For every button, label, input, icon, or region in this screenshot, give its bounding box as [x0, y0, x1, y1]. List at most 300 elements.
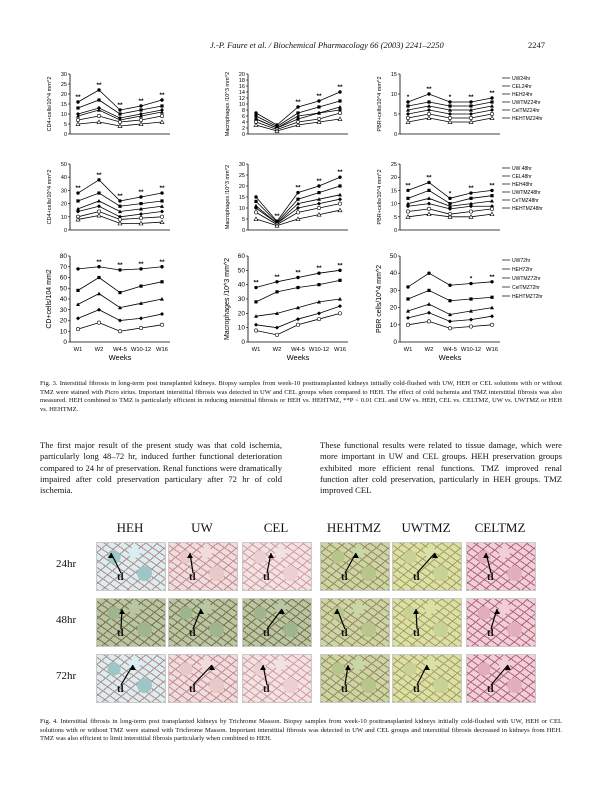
chart1-point	[160, 114, 163, 117]
chart6-y-tick-label: 25	[390, 162, 397, 168]
chart5-point	[338, 197, 342, 201]
chart1-significance-mark: **	[138, 98, 144, 105]
tubular-lesion-marker: tl	[263, 683, 270, 695]
tubular-lesion-marker: tl	[341, 571, 348, 583]
chart2-y-tick-label: 20	[238, 72, 245, 78]
chart1-point	[97, 114, 100, 117]
chart7-y-tick-label: 80	[59, 253, 67, 260]
micrograph-uw-72hr	[168, 654, 238, 703]
chart6-legend-label: UW 48hr	[512, 166, 532, 172]
chart6-significance-mark: **	[489, 182, 495, 190]
chart9-legend-label: HEHTMZ72hr	[512, 294, 543, 300]
chart3-significance-mark: *	[448, 94, 452, 101]
chart6-point	[427, 207, 430, 210]
chart7-point	[97, 321, 100, 324]
chart1-point	[97, 98, 100, 101]
chart6-point	[427, 202, 431, 206]
chart2-y-tick-label: 8	[241, 108, 245, 114]
chart5-significance-mark: **	[337, 169, 343, 177]
tubular-lesion-marker: tl	[487, 627, 494, 639]
chart9-point	[427, 311, 431, 315]
chart9-y-tick-label: 10	[389, 321, 397, 329]
chart2-y-tick-label: 14	[238, 90, 245, 96]
chart7-point	[139, 316, 143, 320]
chart3-significance-mark: **	[489, 90, 495, 97]
chart1-significance-mark: **	[159, 92, 165, 99]
chart5-y-tick-label: 30	[238, 162, 245, 168]
chart4-point	[139, 216, 142, 219]
chart7-x-tick-label: W4-5	[113, 347, 127, 353]
chart3-point	[490, 116, 494, 120]
chart1-y-tick-label: 30	[60, 72, 67, 78]
chart1-significance-mark: **	[117, 102, 123, 109]
chart7-point	[76, 327, 79, 330]
chart3-point	[448, 116, 451, 119]
chart5-point	[338, 193, 342, 197]
tubular-lesion-marker: tl	[263, 571, 270, 583]
micrograph-cel-48hr	[242, 598, 312, 647]
tubular-lesion-marker: tl	[117, 683, 124, 695]
chart9-y-tick-label: 40	[389, 270, 397, 278]
chart5-point	[296, 198, 299, 201]
chart8-y-tick-label: 40	[237, 281, 245, 289]
chart8-point	[275, 290, 278, 293]
chart8-point	[254, 323, 258, 327]
chart7-point	[139, 285, 142, 288]
chart6-significance-mark: *	[448, 190, 452, 198]
chart7-y-tick-label: 60	[59, 274, 67, 282]
chart5-point	[296, 211, 299, 214]
chart5-y-tick-label: 10	[238, 206, 245, 212]
chart9-point	[427, 320, 430, 323]
chart3-point	[427, 116, 431, 120]
chart2-significance-mark: **	[337, 84, 343, 91]
chart5-point	[338, 202, 341, 205]
chart9-point	[469, 297, 472, 300]
chart2-y-tick-label: 6	[241, 114, 245, 120]
chart3-significance-mark: **	[426, 86, 432, 93]
chart7-significance-mark: **	[117, 261, 123, 269]
chart1-significance-mark: **	[96, 82, 102, 89]
chart9-legend-label: UWTMZ72hr	[512, 276, 541, 282]
chart6-legend-label: CeTMZ48hr	[512, 198, 539, 204]
arrow-icon	[243, 599, 311, 646]
chart5-point	[254, 211, 257, 214]
column-label: HEHTMZ	[326, 520, 382, 535]
chart2-point	[338, 99, 341, 102]
chart6-point	[406, 197, 409, 200]
tubular-lesion-marker: tl	[341, 627, 348, 639]
chart6-y-tick-label: 0	[393, 228, 397, 234]
chart7-point	[76, 316, 80, 320]
column-label: CELTMZ	[474, 520, 526, 535]
chart7-point	[160, 297, 164, 301]
chart5-point	[254, 200, 257, 203]
chart8-y-tick-label: 50	[237, 267, 245, 275]
chart6-legend-label: CEL48hr	[512, 174, 532, 180]
chart2-y-tick-label: 0	[241, 132, 245, 138]
chart5-y-tick-label: 25	[238, 173, 245, 179]
chart6-significance-mark: **	[426, 174, 432, 182]
chart7-point	[97, 308, 101, 312]
chart4-point	[160, 199, 163, 202]
chart5-point	[317, 191, 320, 194]
chart7-point	[160, 323, 163, 326]
chart9-significance-mark: *	[469, 275, 473, 283]
chart4-significance-mark: **	[75, 185, 81, 193]
chart1-point	[118, 120, 121, 123]
chart6-y-tick-label: 15	[390, 188, 397, 195]
chart1-point	[139, 108, 142, 111]
chart6-legend-label: UWTMZ48hr	[512, 190, 541, 196]
chart6-significance-mark: **	[468, 185, 474, 193]
chart8-point	[275, 326, 279, 330]
chart3-point	[427, 100, 430, 103]
column-label: HEH	[116, 520, 144, 535]
page-number: 2247	[528, 40, 545, 50]
chart9-y-tick-label: 50	[389, 253, 397, 260]
row-label: 48hr	[56, 614, 77, 626]
chart9-point	[490, 323, 493, 326]
chart3-point	[490, 100, 493, 103]
chart4-significance-mark: **	[159, 185, 165, 193]
chart7-point	[76, 302, 80, 306]
tubular-lesion-marker: tl	[117, 627, 124, 639]
chart8-significance-mark: **	[337, 262, 343, 270]
chart9-point	[448, 284, 451, 287]
chart7-point	[118, 330, 121, 333]
chart7-x-tick-label: W10-12	[130, 347, 152, 353]
tubular-lesion-marker: tl	[189, 627, 196, 639]
chart8-point	[338, 279, 341, 282]
chart4-point	[97, 204, 101, 208]
chart1-point	[139, 118, 142, 121]
running-header	[0, 40, 600, 54]
figure-3-charts	[40, 64, 570, 374]
chart9-point	[427, 302, 431, 306]
chart4-point	[97, 199, 101, 203]
arrow-icon	[321, 543, 389, 590]
chart2-y-tick-label: 12	[238, 96, 245, 102]
chart7-y-tick-label: 70	[59, 263, 67, 271]
chart4-significance-mark: **	[117, 192, 123, 200]
chart8-x-tick-label: W1	[251, 347, 261, 353]
chart8-x-tick-label: W10-12	[308, 347, 330, 353]
chart3-y-tick-label: 15	[390, 72, 397, 78]
tubular-lesion-marker: tl	[413, 627, 420, 639]
tubular-lesion-marker: tl	[341, 683, 348, 695]
chart6-point	[490, 194, 493, 197]
chart7-y-tick-label: 30	[59, 306, 67, 314]
chart7-y-tick-label: 40	[59, 296, 67, 303]
figure-4-caption: Fig. 4. Interstitial fibrosis in long-term post transplanted kidneys by Trichrome Masson. Biopsy samples from week-10 posttransplanted kidneys initially cold-flushed with UW, HEH or CEL solutions with or without TMZ were stained with Trichrome Masson. Important interstitial fibrosis was detected in UW and CEL groups and interstitial fibrosis decreased in kidneys from HEH. TMZ was also efficient to limit interstitial fibrosis particularly when combined to HEH.	[40, 718, 562, 743]
arrow-icon	[467, 543, 535, 590]
micrograph-uw-48hr	[168, 598, 238, 647]
chart4-point	[160, 215, 163, 218]
arrow-icon	[243, 655, 311, 702]
chart2-y-tick-label: 18	[238, 78, 245, 84]
chart8-point	[317, 311, 321, 315]
chart3-point	[427, 104, 431, 108]
chart4-point	[76, 199, 79, 202]
chart9-point	[427, 272, 430, 275]
row-label: 72hr	[56, 670, 77, 682]
chart2-point	[338, 111, 341, 114]
chart7-point	[160, 312, 164, 316]
chart4-y-tick-label: 20	[60, 201, 67, 208]
chart6-legend-label: HEHTMZ48hr	[512, 206, 543, 212]
chart9-point	[490, 296, 493, 299]
chart3-legend-label: UW24hr	[512, 76, 531, 82]
chart7-point	[118, 291, 121, 294]
chart8-x-tick-label: W4-5	[291, 347, 305, 353]
chart8-series-line	[256, 280, 340, 302]
micrograph-hehtmz-24hr	[320, 542, 390, 591]
chart9-point	[490, 314, 494, 318]
figure-3-caption: Fig. 3. Interstitial fibrosis in long-term post transplanted kidneys. Biopsy samples from week-10 posttransplanted kidneys initially cold-flushed with UW, HEH or CEL solutions with or without TMZ were stained with Picro sirius. Important interstitial fibrosis was detected in UW and CEL groups when compared to HEH. The effect of cold ischemia and TMZ interstitial fibrosis was also measured. HEH combined to TMZ is particularly efficient in reducing interstitial fibrosis or HEH vs. HEHTMZ, **P < 0.01 CEL and UW vs. HEH, CEL vs. CELTMZ, UW vs. UWTMZ or HEH vs. HEHTMZ.	[40, 380, 562, 413]
chart8-significance-mark: **	[316, 265, 322, 273]
chart2-point	[254, 123, 258, 127]
chart9-point	[448, 299, 451, 302]
chart8-significance-mark: **	[253, 279, 259, 287]
chart7-significance-mark: **	[159, 258, 165, 266]
chart2-point	[317, 105, 320, 108]
chart4-point	[118, 218, 121, 221]
chart5-point	[254, 217, 258, 221]
chart2-y-tick-label: 4	[241, 120, 245, 126]
chart4-y-tick-label: 10	[60, 214, 67, 221]
chart9-point	[448, 319, 452, 323]
micrograph-heh-24hr	[96, 542, 166, 591]
chart9-point	[469, 325, 472, 328]
micrograph-uw-24hr	[168, 542, 238, 591]
chart1-y-tick-label: 15	[60, 102, 67, 108]
arrow-icon	[467, 655, 535, 702]
arrow-icon	[393, 599, 461, 646]
chart3-significance-mark: *	[406, 94, 410, 101]
chart7-point	[97, 276, 100, 279]
chart7-y-tick-label: 50	[59, 285, 67, 293]
tubular-lesion-marker: tl	[117, 571, 124, 583]
chart8-point	[254, 300, 257, 303]
chart9-x-tick-label: W4-5	[443, 347, 457, 353]
chart9-y-tick-label: 20	[389, 304, 397, 312]
chart7-x-tick-label: W1	[73, 347, 83, 353]
chart1-point	[76, 118, 79, 121]
chart5-y-tick-label: 5	[241, 217, 245, 223]
chart7-x-tick-label: W2	[94, 347, 104, 353]
chart4-significance-mark: **	[138, 189, 144, 196]
chart5-y-tick-label: 0	[241, 228, 245, 234]
micrograph-celtmz-48hr	[466, 598, 536, 647]
chart9-legend-label: CelTMZ72hr	[512, 285, 540, 291]
chart5-point	[317, 206, 320, 209]
chart3-legend-label: HEH24hr	[512, 92, 533, 98]
chart7-series-line	[78, 278, 162, 293]
chart6-significance-mark: **	[405, 182, 411, 190]
micrograph-celtmz-24hr	[466, 542, 536, 591]
tubular-lesion-marker: tl	[189, 571, 196, 583]
chart2-significance-mark: **	[295, 99, 301, 106]
row-label: 24hr	[56, 558, 77, 570]
chart3-legend-label: HEHTMZ24hr	[512, 116, 543, 122]
micrograph-hehtmz-72hr	[320, 654, 390, 703]
chart7-x-tick-label: W16	[156, 347, 168, 353]
chart6-y-tick-label: 20	[390, 175, 397, 182]
chart9-x-tick-label: W16	[486, 347, 498, 353]
chart9-significance-mark: **	[489, 273, 495, 281]
chart7-x-axis-title: Weeks	[108, 353, 132, 362]
figure-4-micrographs	[56, 520, 556, 710]
chart7-point	[160, 280, 163, 283]
chart4-point	[118, 205, 121, 208]
chart8-x-axis-title: Weeks	[286, 353, 310, 362]
chart1-point	[160, 108, 164, 112]
chart3-point	[469, 104, 472, 107]
arrow-icon	[169, 543, 237, 590]
chart8-y-tick-label: 10	[237, 324, 245, 332]
arrow-icon	[467, 599, 535, 646]
chart1-point	[76, 106, 79, 109]
chart3-legend-label: UWTMZ24hr	[512, 100, 541, 106]
chart7-y-tick-label: 0	[63, 339, 67, 346]
chart9-point	[427, 289, 430, 292]
chart6-point	[490, 207, 493, 210]
micrograph-cel-24hr	[242, 542, 312, 591]
chart3-point	[427, 112, 430, 115]
column-label: UW	[191, 520, 213, 535]
chart9-point	[469, 318, 473, 322]
micrograph-uwtmz-24hr	[392, 542, 462, 591]
column-label: UWTMZ	[401, 520, 451, 535]
arrow-icon	[393, 543, 461, 590]
chart1-y-tick-label: 5	[63, 122, 67, 128]
arrow-icon	[97, 655, 165, 702]
chart5-point	[338, 184, 341, 187]
chart3-y-axis-title: PBR+cells/10^4 mm^2	[377, 76, 383, 132]
chart6-y-tick-label: 10	[390, 201, 397, 208]
chart9-x-tick-label: W2	[424, 347, 434, 353]
chart9-point	[406, 285, 409, 288]
chart2-significance-mark: **	[316, 93, 322, 100]
micrograph-uwtmz-48hr	[392, 598, 462, 647]
chart3-y-tick-label: 0	[393, 132, 397, 138]
chart5-y-axis-title: Macrophages /10^3 mm^2	[225, 164, 231, 230]
chart8-point	[296, 317, 300, 321]
arrow-icon	[97, 599, 165, 646]
column-label: CEL	[263, 520, 289, 535]
body-text-right: These functional results were related to tissue damage, which were more important in UW and CEL groups. HEH preservation groups exhibited more efficient renal functions. TMZ improved renal function after cold preservation, particularly in HEH groups. TMZ improved CEL	[320, 440, 562, 496]
micrograph-celtmz-72hr	[466, 654, 536, 703]
micrograph-heh-72hr	[96, 654, 166, 703]
chart7-point	[118, 319, 122, 323]
chart9-x-tick-label: W1	[403, 347, 413, 353]
chart3-point	[427, 108, 431, 112]
tubular-lesion-marker: tl	[413, 571, 420, 583]
chart1-y-axis-title: CD4+cells/10^4 mm^2	[47, 76, 53, 132]
chart1-point	[160, 104, 163, 107]
chart9-y-axis-title: PBR cells/10^4 mm^2	[376, 264, 383, 334]
micrograph-heh-48hr	[96, 598, 166, 647]
chart3-point	[469, 112, 473, 116]
chart9-legend-label: UW72hr	[512, 258, 531, 264]
tubular-lesion-marker: tl	[263, 627, 270, 639]
chart1-y-tick-label: 20	[60, 92, 67, 98]
arrow-icon	[393, 655, 461, 702]
chart3-point	[490, 108, 494, 112]
chart4-y-tick-label: 0	[63, 228, 67, 234]
chart7-series-line	[78, 294, 162, 308]
chart4-point	[160, 210, 164, 214]
chart2-point	[254, 111, 257, 114]
chart9-point	[406, 297, 409, 300]
chart7-point	[139, 326, 142, 329]
chart3-point	[490, 112, 493, 115]
chart8-point	[317, 317, 320, 320]
chart8-point	[296, 286, 299, 289]
chart9-y-tick-label: 0	[393, 339, 397, 346]
chart3-point	[469, 116, 472, 119]
chart8-y-tick-label: 30	[237, 296, 245, 303]
chart7-significance-mark: **	[96, 258, 102, 266]
chart2-y-tick-label: 2	[241, 126, 245, 132]
chart9-legend-label: HEH72hr	[512, 267, 533, 273]
chart3-y-tick-label: 5	[393, 112, 397, 118]
chart6-point	[406, 210, 409, 213]
chart5-significance-mark: **	[295, 184, 301, 192]
chart6-y-axis-title: PBR+cells/10^4 mm^2	[377, 169, 383, 225]
chart4-point	[139, 212, 143, 216]
tubular-lesion-marker: tl	[189, 683, 196, 695]
chart8-point	[296, 323, 299, 326]
micrograph-uwtmz-72hr	[392, 654, 462, 703]
chart5-point	[254, 195, 257, 198]
chart4-y-axis-title: CD4+cells/10^4 mm^2	[47, 169, 53, 225]
chart8-y-tick-label: 60	[237, 253, 245, 260]
chart7-point	[97, 292, 101, 296]
chart4-y-tick-label: 50	[60, 162, 67, 168]
chart4-point	[139, 202, 142, 205]
chart8-y-tick-label: 0	[241, 339, 245, 346]
chart4-y-tick-label: 30	[60, 188, 67, 195]
chart6-point	[469, 210, 472, 213]
chart1-y-tick-label: 25	[60, 82, 67, 88]
chart2-y-tick-label: 10	[238, 102, 245, 108]
micrograph-cel-72hr	[242, 654, 312, 703]
chart1-point	[97, 106, 101, 110]
chart7-point	[76, 267, 79, 270]
chart5-y-tick-label: 15	[238, 195, 245, 201]
tubular-lesion-marker: tl	[487, 683, 494, 695]
chart3-point	[406, 116, 409, 119]
chart6-y-tick-label: 5	[393, 214, 397, 221]
tubular-lesion-marker: tl	[487, 571, 494, 583]
arrow-icon	[169, 599, 237, 646]
chart5-point	[338, 208, 342, 212]
chart7-y-axis-title: CD+cells/104 mm2	[46, 269, 53, 329]
chart5-y-tick-label: 20	[238, 184, 245, 190]
chart1-point	[118, 112, 121, 115]
tubular-lesion-marker: tl	[413, 683, 420, 695]
chart2-y-tick-label: 16	[238, 84, 245, 90]
chart4-point	[97, 191, 100, 194]
chart3-point	[448, 104, 451, 107]
chart8-point	[254, 329, 257, 332]
chart3-point	[490, 104, 494, 108]
chart2-y-axis-title: Macrophages /10^3 mm^2	[225, 71, 231, 137]
chart3-significance-mark: **	[468, 94, 474, 101]
chart7-y-tick-label: 20	[59, 317, 67, 325]
